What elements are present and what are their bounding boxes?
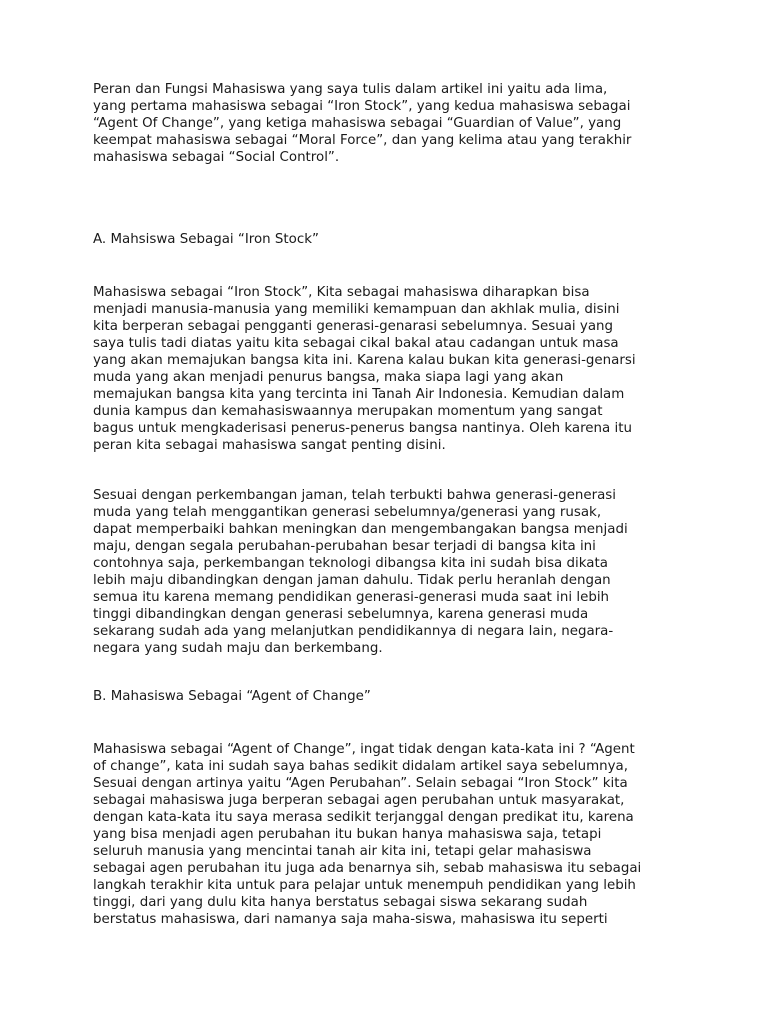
text-line: “Agent Of Change”, yang ketiga mahasiswa sebagai “Guardian of Value”, yang [93, 116, 622, 131]
text-line: of change”, kata ini sudah saya bahas sedikit didalam artikel saya sebelumnya, [93, 759, 629, 774]
text-line: mahasiswa sebagai “Social Control”. [93, 150, 340, 165]
text-line: maju, dengan segala perubahan-perubahan besar terjadi di bangsa kita ini [93, 539, 596, 554]
text-line: dunia kampus dan kemahasiswaannya merupakan momentum yang sangat [93, 404, 603, 419]
paragraph-a1 [93, 284, 683, 454]
text-line: menjadi manusia-manusia yang memiliki kemampuan dan akhlak mulia, disini [93, 302, 620, 317]
text-line: peran kita sebagai mahasiswa sangat penting disini. [93, 438, 446, 453]
text-line: bagus untuk mengkaderisasi penerus-penerus bangsa nantinya. Oleh karena itu [93, 421, 632, 436]
section-heading-b [93, 688, 683, 705]
text-line: dapat memperbaiki bahkan meningkan dan mengembangakan bangsa menjadi [93, 522, 628, 537]
text-line: saya tulis tadi diatas yaitu kita sebagai cikal bakal atau cadangan untuk masa [93, 336, 619, 351]
text-line: keempat mahasiswa sebagai “Moral Force”, dan yang kelima atau yang terakhir [93, 133, 632, 148]
section-heading-a [93, 231, 683, 248]
text-line: kita berperan sebagai pengganti generasi-genarasi sebelumnya. Sesuai yang [93, 319, 614, 334]
text-line: Sesuai dengan artinya yaitu “Agen Perubahan”. Selain sebagai “Iron Stock” kita [93, 776, 628, 791]
paragraph-b1 [93, 741, 683, 928]
text-line: berstatus mahasiswa, dari namanya saja maha-siswa, mahasiswa itu seperti [93, 912, 608, 927]
text-line: contohnya saja, perkembangan teknologi dibangsa kita ini sudah bisa dikata [93, 556, 608, 571]
text-line: muda yang akan menjadi penurus bangsa, maka siapa lagi yang akan [93, 370, 564, 385]
text-line: semua itu karena memang pendidikan generasi-generasi muda saat ini lebih [93, 590, 610, 605]
text-line: yang akan memajukan bangsa kita ini. Karena kalau bukan kita generasi-genarsi [93, 353, 636, 368]
text-line: yang bisa menjadi agen perubahan itu bukan hanya mahasiswa saja, tetapi [93, 827, 602, 842]
paragraph-a2 [93, 487, 683, 657]
text-line: tinggi, dari yang dulu kita hanya berstatus sebagai siswa sekarang sudah [93, 895, 588, 910]
text-line: Sesuai dengan perkembangan jaman, telah terbukti bahwa generasi-generasi [93, 488, 616, 503]
intro-paragraph [93, 81, 683, 166]
text-line: Peran dan Fungsi Mahasiswa yang saya tulis dalam artikel ini yaitu ada lima, [93, 82, 608, 97]
text-line: tinggi dibandingkan dengan generasi sebelumnya, karena generasi muda [93, 607, 589, 622]
text-line: Mahasiswa sebagai “Agent of Change”, ingat tidak dengan kata-kata ini ? “Agent [93, 742, 635, 757]
text-line: langkah terakhir kita untuk para pelajar untuk menempuh pendidikan yang lebih [93, 878, 636, 893]
text-line: dengan kata-kata itu saya merasa sedikit terjanggal dengan predikat itu, karena [93, 810, 634, 825]
text-line: lebih maju dibandingkan dengan jaman dahulu. Tidak perlu heranlah dengan [93, 573, 611, 588]
text-line: sekarang sudah ada yang melanjutkan pendidikannya di negara lain, negara- [93, 624, 614, 639]
heading-text: A. Mahsiswa Sebagai “Iron Stock” [93, 232, 319, 247]
text-line: yang pertama mahasiswa sebagai “Iron Stock”, yang kedua mahasiswa sebagai [93, 99, 631, 114]
text-line: memajukan bangsa kita yang tercinta ini Tanah Air Indonesia. Kemudian dalam [93, 387, 625, 402]
text-line: sebagai agen perubahan itu juga ada benarnya sih, sebab mahasiswa itu sebagai [93, 861, 642, 876]
text-line: negara yang sudah maju dan berkembang. [93, 641, 383, 656]
text-line: Mahasiswa sebagai “Iron Stock”, Kita sebagai mahasiswa diharapkan bisa [93, 285, 590, 300]
text-line: muda yang telah menggantikan generasi sebelumnya/generasi yang rusak, [93, 505, 602, 520]
text-line: sebagai mahasiswa juga berperan sebagai agen perubahan untuk masyarakat, [93, 793, 625, 808]
text-line: seluruh manusia yang mencintai tanah air kita ini, tetapi gelar mahasiswa [93, 844, 592, 859]
heading-text: B. Mahasiswa Sebagai “Agent of Change” [93, 689, 371, 704]
